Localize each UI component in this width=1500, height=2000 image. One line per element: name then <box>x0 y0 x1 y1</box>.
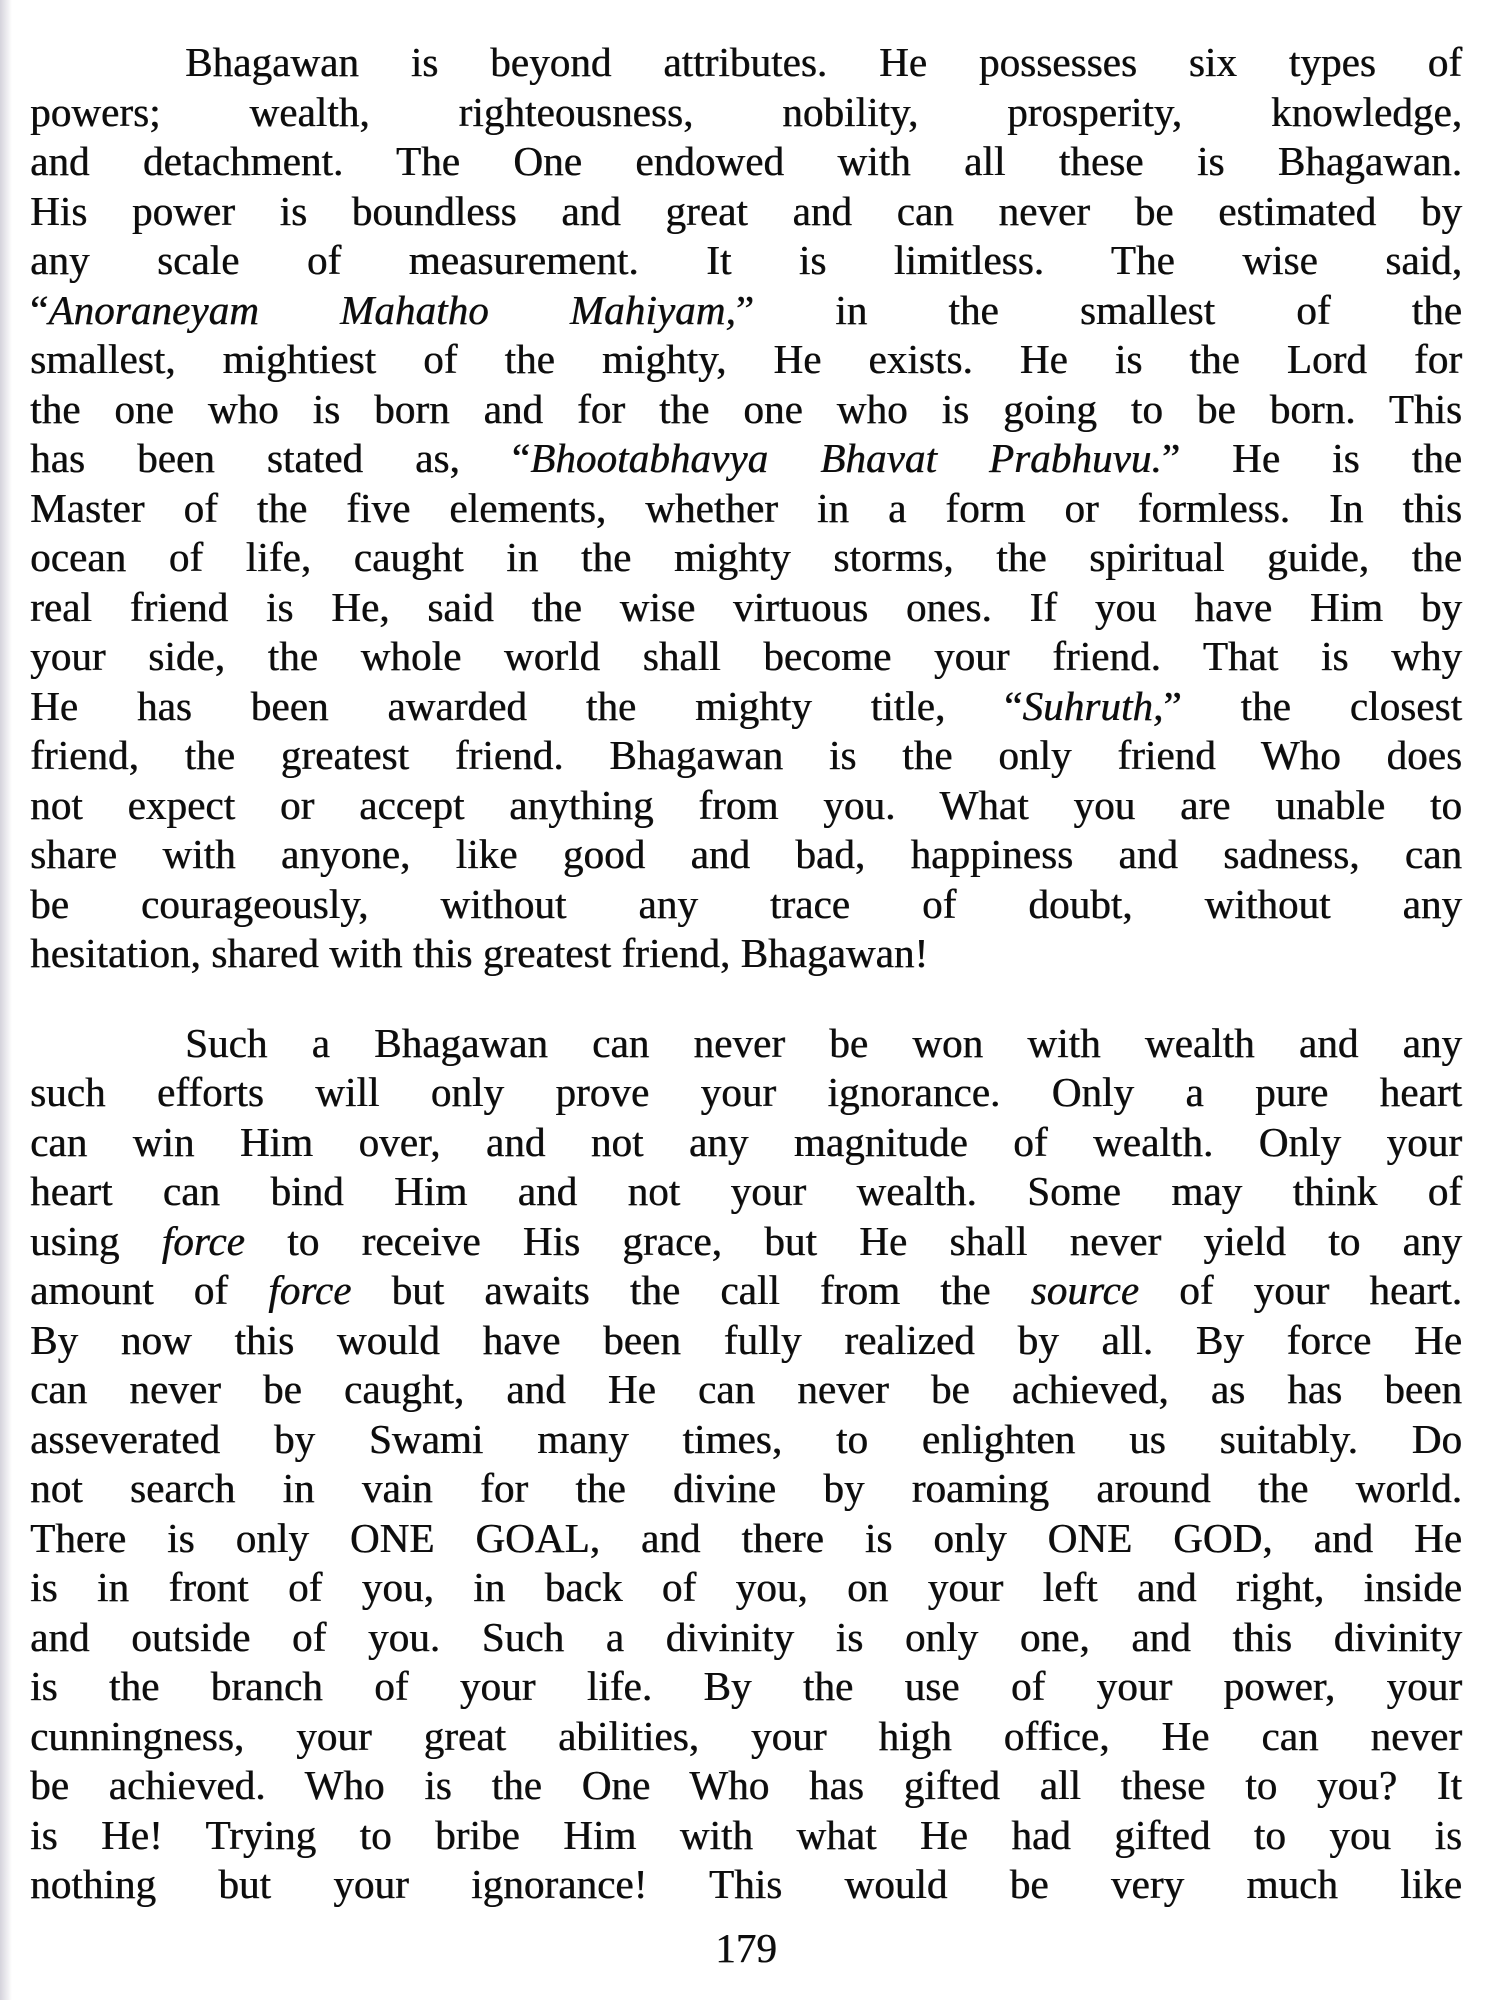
text-line: Bhagawan is beyond attributes. He possesses six types of <box>185 39 1462 85</box>
text-line: “Anoraneyam Mahatho Mahiyam,” in the smallest of the <box>30 286 1462 333</box>
text-line: smallest, mightiest of the mighty, He exists. He is the Lord for <box>30 336 1462 382</box>
text-line: and detachment. The One endowed with all these is Bhagawan. <box>30 138 1462 184</box>
text-line: ocean of life, caught in the mighty storms, the spiritual guide, the <box>30 534 1462 580</box>
text-line: By now this would have been fully realized by all. By force He <box>30 1316 1462 1363</box>
text-line: any scale of measurement. It is limitless. The wise said, <box>30 237 1462 283</box>
text-line: is He! Trying to bribe Him with what He had gifted to you is <box>30 1811 1462 1858</box>
text-line: the one who is born and for the one who is going to be born. This <box>30 385 1462 432</box>
paragraph <box>30 38 1462 979</box>
text-line: Such a Bhagawan can never be won with wealth and any <box>185 1019 1462 1066</box>
text-line: heart can bind Him and not your wealth. Some may think of <box>30 1168 1462 1214</box>
text-line: hesitation, shared with this greatest friend, Bhagawan! <box>30 930 929 976</box>
text-line: has been stated as, “Bhootabhavya Bhavat Prabhuvu.” He is the <box>30 435 1463 481</box>
text-line: be courageously, without any trace of doubt, without any <box>30 880 1462 927</box>
text-line: can win Him over, and not any magnitude of wealth. Only your <box>30 1118 1462 1165</box>
text-line: your side, the whole world shall become your friend. That is why <box>30 633 1462 679</box>
text-line: real friend is He, said the wise virtuous ones. If you have Him by <box>30 583 1462 630</box>
text-line: asseverated by Swami many times, to enlighten us suitably. Do <box>30 1415 1462 1462</box>
text-line: is the branch of your life. By the use of your power, your <box>30 1663 1462 1709</box>
paragraph <box>30 1019 1462 1910</box>
text-line: Master of the five elements, whether in a form or formless. In this <box>30 484 1462 531</box>
text-line: His power is boundless and great and can never be estimated by <box>30 187 1462 234</box>
text-line: amount of force but awaits the call from the source of your heart. <box>30 1267 1463 1313</box>
text-line: be achieved. Who is the One Who has gifted all these to you? It <box>30 1762 1462 1808</box>
text-line: share with anyone, like good and bad, happiness and sadness, can <box>30 831 1462 877</box>
text-line: friend, the greatest friend. Bhagawan is the only friend Who does <box>30 732 1462 778</box>
page-text <box>30 38 1462 1910</box>
text-line: using force to receive His grace, but He shall never yield to any <box>30 1217 1462 1264</box>
text-line: and outside of you. Such a divinity is only one, and this divinity <box>30 1613 1462 1660</box>
text-line: He has been awarded the mighty title, “Suhruth,” the closest <box>30 682 1462 729</box>
text-line: not search in vain for the divine by roaming around the world. <box>30 1465 1462 1511</box>
text-line: such efforts will only prove your ignorance. Only a pure heart <box>30 1069 1462 1115</box>
text-line: not expect or accept anything from you. What you are unable to <box>30 781 1462 828</box>
page-number: 179 <box>715 1924 777 1971</box>
text-line: is in front of you, in back of you, on your left and right, inside <box>30 1564 1462 1610</box>
text-line: can never be caught, and He can never be achieved, as has been <box>30 1366 1462 1412</box>
text-line: There is only ONE GOAL, and there is only ONE GOD, and He <box>30 1514 1462 1561</box>
text-line: cunningness, your great abilities, your high office, He can never <box>30 1712 1462 1759</box>
text-line: powers; wealth, righteousness, nobility, prosperity, knowledge, <box>30 88 1462 135</box>
text-line: nothing but your ignorance! This would be very much like <box>30 1861 1462 1907</box>
